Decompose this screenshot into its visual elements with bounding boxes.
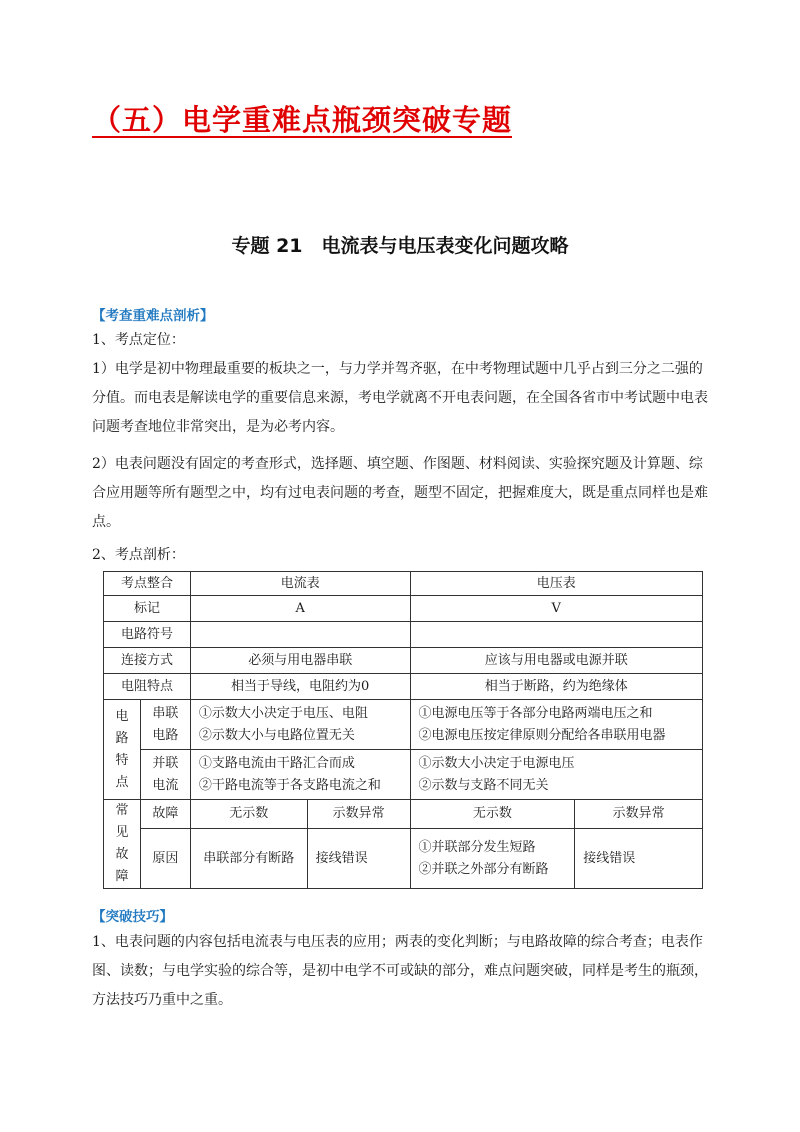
- table-cell: 示数异常: [307, 800, 410, 829]
- table-cell: 示数异常: [575, 800, 703, 829]
- row-label-cause: 原因: [140, 829, 190, 889]
- row-label: 标记: [104, 596, 191, 622]
- header-ammeter: 电流表: [190, 572, 410, 596]
- item1-label: 1、考点定位：: [92, 332, 185, 348]
- table-cell: [190, 622, 410, 648]
- table-cell: 串联部分有断路: [190, 829, 307, 889]
- paragraph-1: 1）电学是初中物理最重要的板块之一，与力学并驾齐驱，在中考物理试题中几乎占到三分之二强的分值。而电表是解读电学的重要信息来源，考电学就离不开电表问题，在全国各省市中考试题中电表问题考查地位非常突出，是为必考内容。: [92, 361, 708, 435]
- table-cell: 必须与用电器串联: [190, 648, 410, 674]
- header-voltmeter: 电压表: [410, 572, 703, 596]
- table-cell: 无示数: [190, 800, 307, 829]
- table-cell: 相当于断路，约为绝缘体: [410, 674, 703, 700]
- table-cell: 无示数: [410, 800, 575, 829]
- table-cell: 应该与用电器或电源并联: [410, 648, 703, 674]
- document-title: （五）电学重难点瓶颈突破专题: [92, 103, 513, 137]
- table-row-symbol: [104, 622, 703, 648]
- item2-label: 2、考点剖析：: [92, 547, 185, 563]
- row-label-series: 串联 电路: [140, 700, 190, 750]
- row-label: 连接方式: [104, 648, 191, 674]
- group-label-circuit: 电 路 特 点: [104, 700, 141, 800]
- row-label-fault: 故障: [140, 800, 190, 829]
- series-voltmeter-cell: ①电源电压等于各部分电路两端电压之和 ②电源电压按定律原则分配给各串联用电器: [410, 700, 703, 750]
- section-heading-tips: 【突破技巧】: [92, 909, 173, 925]
- parallel-voltmeter-cell: ①示数大小决定于电源电压 ②示数与支路不同无关: [410, 750, 703, 800]
- row-label-parallel: 并联 电流: [140, 750, 190, 800]
- table-cell: V: [410, 596, 703, 622]
- group-label-fault: 常 见 故 障: [104, 800, 141, 889]
- table-cell: A: [190, 596, 410, 622]
- table-row-connect: [104, 648, 703, 674]
- table-cell: 接线错误: [307, 829, 410, 889]
- table-row-parallel: [104, 750, 703, 800]
- table-row-cause: [104, 829, 703, 889]
- paragraph-2: 2）电表问题没有固定的考查形式，选择题、填空题、作图题、材料阅读、实验探究题及计算题、综合应用题等所有题型之中，均有过电表问题的考查，题型不固定，把握难度大，既是重点同样也是难点。: [92, 456, 708, 530]
- tips-paragraph-1: 1、电表问题的内容包括电流表与电压表的应用；两表的变化判断；与电路故障的综合考查；电表作图、读数；与电学实验的综合等，是初中电学不可或缺的部分，难点问题突破，同样是考生的瓶颈，方法技巧乃重中之重。: [92, 934, 708, 1008]
- table-row-header: [104, 572, 703, 596]
- parallel-ammeter-cell: ①支路电流由干路汇合而成 ②干路电流等于各支路电流之和: [190, 750, 410, 800]
- table-row-fault: [104, 800, 703, 829]
- table-row-resist: [104, 674, 703, 700]
- table-cell: [410, 622, 703, 648]
- cause-voltmeter-cell: ①并联部分发生短路 ②并联之外部分有断路: [410, 829, 575, 889]
- row-label: 电阻特点: [104, 674, 191, 700]
- table-row-mark: [104, 596, 703, 622]
- table-row-series: [104, 700, 703, 750]
- row-label: 电路符号: [104, 622, 191, 648]
- series-ammeter-cell: ①示数大小决定于电压、电阻 ②示数大小与电路位置无关: [190, 700, 410, 750]
- topic-title: 专题 21 电流表与电压表变化问题攻略: [231, 235, 569, 257]
- analysis-table: [103, 571, 703, 889]
- header-cell: 考点整合: [104, 572, 191, 596]
- table-cell: 接线错误: [575, 829, 703, 889]
- table-cell: 相当于导线，电阻约为0: [190, 674, 410, 700]
- section-heading-analysis: 【考查重难点剖析】: [92, 308, 214, 324]
